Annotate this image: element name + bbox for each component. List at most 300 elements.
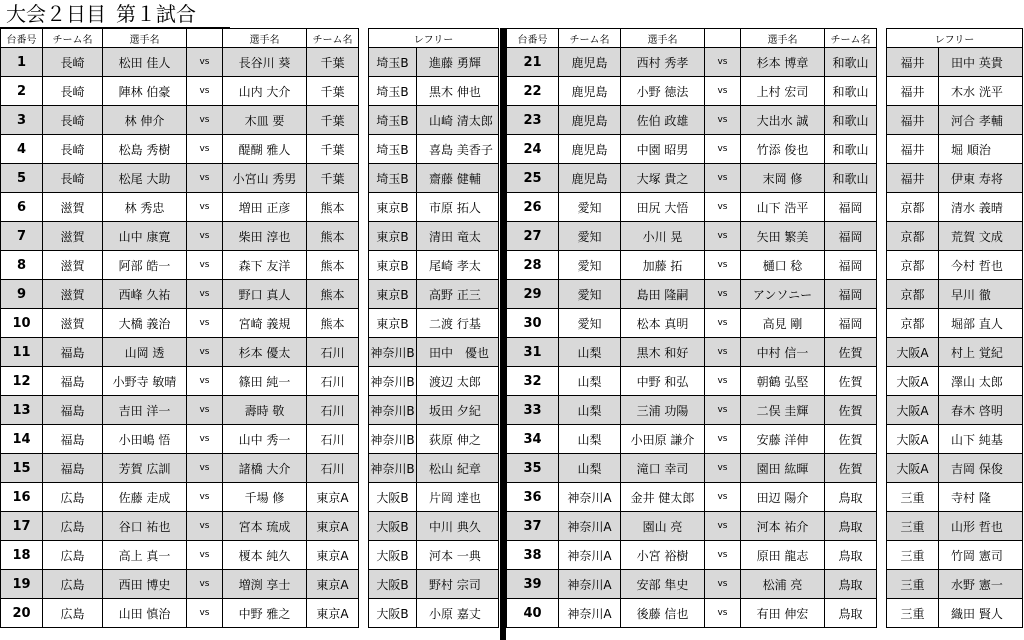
table-row: [1, 338, 499, 367]
team-a-name: 神奈川A: [559, 512, 621, 541]
table-row: [507, 396, 1023, 425]
team-b-name: 千葉: [307, 106, 359, 135]
board-number: 36: [507, 483, 559, 512]
table-row: [507, 135, 1023, 164]
gap-cell: [359, 106, 369, 135]
player-a-name: 佐藤 走成: [103, 483, 187, 512]
team-a-name: 山梨: [559, 367, 621, 396]
referee-pref: 神奈川B: [369, 338, 417, 367]
team-b-name: 佐賀: [825, 367, 877, 396]
board-number: 37: [507, 512, 559, 541]
player-a-name: 陣林 伯豪: [103, 77, 187, 106]
vs-label: vs: [187, 251, 223, 280]
player-a-name: 松尾 大助: [103, 164, 187, 193]
vs-label: vs: [705, 193, 741, 222]
header-team-b: チーム名: [825, 29, 877, 48]
player-a-name: 大橋 義治: [103, 309, 187, 338]
gap-cell: [359, 77, 369, 106]
team-a-name: 愛知: [559, 251, 621, 280]
gap-cell: [877, 77, 887, 106]
referee-name: 村上 覚紀: [939, 338, 1023, 367]
player-a-name: 小野寺 敏晴: [103, 367, 187, 396]
right-header-row: [507, 29, 1023, 48]
board-number: 13: [1, 396, 43, 425]
team-b-name: 千葉: [307, 164, 359, 193]
vs-label: vs: [705, 309, 741, 338]
table-row: [507, 251, 1023, 280]
table-row: [1, 309, 499, 338]
vs-label: vs: [187, 164, 223, 193]
team-b-name: 東京A: [307, 483, 359, 512]
table-row: [1, 222, 499, 251]
player-a-name: 小宮 裕樹: [621, 541, 705, 570]
referee-pref: 福井: [887, 106, 939, 135]
referee-pref: 京都: [887, 309, 939, 338]
player-a-name: 園山 亮: [621, 512, 705, 541]
table-row: [1, 396, 499, 425]
table-row: [507, 164, 1023, 193]
team-b-name: 鳥取: [825, 483, 877, 512]
player-b-name: 壽時 敬: [223, 396, 307, 425]
player-b-name: 末岡 修: [741, 164, 825, 193]
referee-name: 春木 啓明: [939, 396, 1023, 425]
vs-label: vs: [705, 570, 741, 599]
player-b-name: 有田 伸宏: [741, 599, 825, 628]
board-number: 5: [1, 164, 43, 193]
referee-pref: 京都: [887, 222, 939, 251]
referee-pref: 埼玉B: [369, 77, 417, 106]
gap-cell: [877, 541, 887, 570]
vs-label: vs: [187, 541, 223, 570]
board-number: 15: [1, 454, 43, 483]
team-b-name: 東京A: [307, 570, 359, 599]
player-b-name: 山内 大介: [223, 77, 307, 106]
player-a-name: 大塚 貴之: [621, 164, 705, 193]
player-a-name: 黒木 和好: [621, 338, 705, 367]
referee-pref: 東京B: [369, 280, 417, 309]
table-row: [1, 48, 499, 77]
team-b-name: 福岡: [825, 222, 877, 251]
referee-name: 片岡 達也: [417, 483, 499, 512]
board-number: 30: [507, 309, 559, 338]
gap-cell: [877, 106, 887, 135]
team-a-name: 広島: [43, 512, 103, 541]
table-row: [1, 77, 499, 106]
board-number: 14: [1, 425, 43, 454]
team-b-name: 東京A: [307, 541, 359, 570]
header-board: 台番号: [1, 29, 43, 48]
referee-pref: 神奈川B: [369, 367, 417, 396]
table-row: [1, 512, 499, 541]
team-a-name: 長崎: [43, 106, 103, 135]
referee-pref: 福井: [887, 164, 939, 193]
player-b-name: 樋口 稔: [741, 251, 825, 280]
vs-label: vs: [705, 48, 741, 77]
header-gap: [877, 29, 887, 48]
referee-name: 河合 孝輔: [939, 106, 1023, 135]
gap-cell: [877, 454, 887, 483]
gap-cell: [877, 396, 887, 425]
table-row: [507, 454, 1023, 483]
vs-label: vs: [187, 193, 223, 222]
board-number: 38: [507, 541, 559, 570]
referee-pref: 神奈川B: [369, 396, 417, 425]
board-number: 25: [507, 164, 559, 193]
player-a-name: 吉田 洋一: [103, 396, 187, 425]
referee-pref: 大阪B: [369, 483, 417, 512]
team-b-name: 東京A: [307, 512, 359, 541]
left-match-table: [0, 28, 499, 628]
gap-cell: [877, 425, 887, 454]
referee-name: 喜島 美香子: [417, 135, 499, 164]
gap-cell: [877, 483, 887, 512]
referee-name: 高野 正三: [417, 280, 499, 309]
gap-cell: [877, 338, 887, 367]
vs-label: vs: [187, 396, 223, 425]
team-b-name: 千葉: [307, 135, 359, 164]
player-a-name: 三浦 功陽: [621, 396, 705, 425]
team-b-name: 千葉: [307, 48, 359, 77]
gap-cell: [877, 135, 887, 164]
player-b-name: 大出水 誠: [741, 106, 825, 135]
referee-pref: 大阪B: [369, 541, 417, 570]
player-b-name: 宮本 琉成: [223, 512, 307, 541]
referee-pref: 京都: [887, 193, 939, 222]
player-b-name: 山中 秀一: [223, 425, 307, 454]
team-b-name: 鳥取: [825, 570, 877, 599]
player-b-name: 長谷川 葵: [223, 48, 307, 77]
table-row: [1, 541, 499, 570]
team-b-name: 鳥取: [825, 599, 877, 628]
table-row: [1, 164, 499, 193]
right-table-body: [507, 48, 1023, 628]
board-number: 11: [1, 338, 43, 367]
team-a-name: 福島: [43, 396, 103, 425]
player-a-name: 山中 康寛: [103, 222, 187, 251]
board-number: 4: [1, 135, 43, 164]
referee-name: 坂田 夕紀: [417, 396, 499, 425]
player-b-name: 松浦 亮: [741, 570, 825, 599]
gap-cell: [359, 135, 369, 164]
player-b-name: アンソニー: [741, 280, 825, 309]
referee-name: 河本 一典: [417, 541, 499, 570]
player-a-name: 小田原 謙介: [621, 425, 705, 454]
team-b-name: 熊本: [307, 251, 359, 280]
team-a-name: 福島: [43, 338, 103, 367]
player-b-name: 小宮山 秀男: [223, 164, 307, 193]
referee-pref: 三重: [887, 599, 939, 628]
referee-pref: 福井: [887, 135, 939, 164]
player-b-name: 木皿 要: [223, 106, 307, 135]
table-row: [1, 106, 499, 135]
vs-label: vs: [705, 396, 741, 425]
table-row: [507, 512, 1023, 541]
player-a-name: 中園 昭男: [621, 135, 705, 164]
gap-cell: [877, 512, 887, 541]
team-a-name: 山梨: [559, 396, 621, 425]
player-a-name: 島田 隆嗣: [621, 280, 705, 309]
player-b-name: 園田 紘暉: [741, 454, 825, 483]
player-a-name: 松島 秀樹: [103, 135, 187, 164]
table-row: [507, 541, 1023, 570]
referee-pref: 京都: [887, 251, 939, 280]
referee-name: 清水 義晴: [939, 193, 1023, 222]
player-a-name: 芳賀 広訓: [103, 454, 187, 483]
referee-pref: 大阪A: [887, 367, 939, 396]
referee-name: 野村 宗司: [417, 570, 499, 599]
player-b-name: 杉本 博章: [741, 48, 825, 77]
team-a-name: 鹿児島: [559, 135, 621, 164]
table-row: [1, 483, 499, 512]
team-a-name: 愛知: [559, 309, 621, 338]
gap-cell: [877, 367, 887, 396]
vs-label: vs: [187, 338, 223, 367]
gap-cell: [877, 251, 887, 280]
referee-name: 渡辺 太郎: [417, 367, 499, 396]
vs-label: vs: [705, 222, 741, 251]
vs-label: vs: [705, 367, 741, 396]
schedule-sheet: [0, 28, 1024, 640]
vs-label: vs: [187, 454, 223, 483]
team-b-name: 石川: [307, 425, 359, 454]
vs-label: vs: [187, 599, 223, 628]
referee-name: 二渡 行基: [417, 309, 499, 338]
gap-cell: [359, 48, 369, 77]
vs-label: vs: [187, 106, 223, 135]
vs-label: vs: [705, 251, 741, 280]
gap-cell: [877, 280, 887, 309]
team-b-name: 福岡: [825, 251, 877, 280]
player-b-name: 千場 修: [223, 483, 307, 512]
vs-label: vs: [187, 309, 223, 338]
referee-name: 早川 徹: [939, 280, 1023, 309]
vs-label: vs: [705, 454, 741, 483]
player-a-name: 安部 隼史: [621, 570, 705, 599]
vs-label: vs: [705, 541, 741, 570]
header-board: 台番号: [507, 29, 559, 48]
player-b-name: 諸橋 大介: [223, 454, 307, 483]
referee-name: 荻原 伸之: [417, 425, 499, 454]
referee-name: 堀部 直人: [939, 309, 1023, 338]
board-number: 21: [507, 48, 559, 77]
vs-label: vs: [187, 135, 223, 164]
player-a-name: 田尻 大悟: [621, 193, 705, 222]
referee-pref: 東京B: [369, 251, 417, 280]
board-number: 7: [1, 222, 43, 251]
player-a-name: 西田 博史: [103, 570, 187, 599]
team-a-name: 山梨: [559, 454, 621, 483]
gap-cell: [359, 454, 369, 483]
team-a-name: 広島: [43, 570, 103, 599]
team-a-name: 鹿児島: [559, 106, 621, 135]
player-a-name: 金井 健太郎: [621, 483, 705, 512]
referee-name: 山形 哲也: [939, 512, 1023, 541]
vs-label: vs: [705, 599, 741, 628]
board-number: 9: [1, 280, 43, 309]
table-row: [507, 570, 1023, 599]
header-player-b: 選手名: [223, 29, 307, 48]
referee-name: 清田 竜太: [417, 222, 499, 251]
player-a-name: 松田 佳人: [103, 48, 187, 77]
board-number: 34: [507, 425, 559, 454]
table-row: [507, 222, 1023, 251]
player-a-name: 小野 徳法: [621, 77, 705, 106]
referee-pref: 大阪B: [369, 599, 417, 628]
team-a-name: 滋賀: [43, 309, 103, 338]
page-title: [6, 0, 196, 28]
header-player-a: 選手名: [103, 29, 187, 48]
gap-cell: [359, 164, 369, 193]
team-b-name: 佐賀: [825, 454, 877, 483]
header-referee: レフリー: [887, 29, 1023, 48]
table-row: [1, 454, 499, 483]
player-b-name: 森下 友洋: [223, 251, 307, 280]
player-b-name: 杉本 優太: [223, 338, 307, 367]
team-a-name: 愛知: [559, 222, 621, 251]
team-a-name: 神奈川A: [559, 483, 621, 512]
table-row: [507, 483, 1023, 512]
table-row: [1, 599, 499, 628]
player-b-name: 増渕 享士: [223, 570, 307, 599]
player-a-name: 松本 真明: [621, 309, 705, 338]
player-a-name: 西峰 久祐: [103, 280, 187, 309]
board-number: 40: [507, 599, 559, 628]
referee-name: 織田 賢人: [939, 599, 1023, 628]
player-a-name: 後藤 信也: [621, 599, 705, 628]
team-b-name: 和歌山: [825, 164, 877, 193]
referee-pref: 大阪B: [369, 570, 417, 599]
gap-cell: [359, 599, 369, 628]
referee-pref: 東京B: [369, 222, 417, 251]
referee-name: 木水 洸平: [939, 77, 1023, 106]
team-b-name: 石川: [307, 367, 359, 396]
title-day: 大会２日目: [6, 2, 106, 26]
vs-label: vs: [705, 280, 741, 309]
gap-cell: [359, 309, 369, 338]
player-b-name: 高見 剛: [741, 309, 825, 338]
referee-name: 中川 典久: [417, 512, 499, 541]
gap-cell: [877, 309, 887, 338]
header-team-b: チーム名: [307, 29, 359, 48]
header-gap: [359, 29, 369, 48]
gap-cell: [359, 338, 369, 367]
referee-pref: 大阪A: [887, 338, 939, 367]
team-a-name: 福島: [43, 425, 103, 454]
vs-label: vs: [187, 425, 223, 454]
team-b-name: 鳥取: [825, 541, 877, 570]
player-b-name: 竹添 俊也: [741, 135, 825, 164]
table-row: [507, 77, 1023, 106]
team-b-name: 熊本: [307, 222, 359, 251]
team-a-name: 鹿児島: [559, 77, 621, 106]
team-a-name: 鹿児島: [559, 48, 621, 77]
table-row: [507, 193, 1023, 222]
player-b-name: 中野 雅之: [223, 599, 307, 628]
gap-cell: [359, 193, 369, 222]
gap-cell: [359, 222, 369, 251]
board-number: 31: [507, 338, 559, 367]
player-a-name: 小川 晃: [621, 222, 705, 251]
left-header-row: [1, 29, 499, 48]
referee-name: 進藤 勇輝: [417, 48, 499, 77]
referee-pref: 埼玉B: [369, 164, 417, 193]
gap-cell: [359, 541, 369, 570]
team-b-name: 和歌山: [825, 135, 877, 164]
team-a-name: 長崎: [43, 77, 103, 106]
board-number: 17: [1, 512, 43, 541]
player-b-name: 上村 宏司: [741, 77, 825, 106]
referee-pref: 福井: [887, 48, 939, 77]
referee-pref: 三重: [887, 570, 939, 599]
board-number: 3: [1, 106, 43, 135]
board-number: 39: [507, 570, 559, 599]
player-a-name: 佐伯 政雄: [621, 106, 705, 135]
referee-name: 吉岡 保俊: [939, 454, 1023, 483]
table-row: [507, 309, 1023, 338]
referee-pref: 京都: [887, 280, 939, 309]
vs-label: vs: [705, 106, 741, 135]
vs-label: vs: [705, 77, 741, 106]
team-b-name: 石川: [307, 338, 359, 367]
team-a-name: 長崎: [43, 164, 103, 193]
referee-name: 尾崎 孝太: [417, 251, 499, 280]
team-a-name: 滋賀: [43, 222, 103, 251]
referee-pref: 神奈川B: [369, 454, 417, 483]
referee-pref: 東京B: [369, 193, 417, 222]
vs-label: vs: [705, 164, 741, 193]
team-b-name: 熊本: [307, 193, 359, 222]
gap-cell: [359, 425, 369, 454]
referee-pref: 大阪A: [887, 396, 939, 425]
board-number: 27: [507, 222, 559, 251]
referee-name: 竹岡 憲司: [939, 541, 1023, 570]
vs-label: vs: [705, 483, 741, 512]
table-row: [1, 425, 499, 454]
right-match-table: [506, 28, 1023, 628]
referee-pref: 三重: [887, 512, 939, 541]
referee-name: 荒賀 文成: [939, 222, 1023, 251]
table-row: [507, 106, 1023, 135]
team-b-name: 福岡: [825, 193, 877, 222]
table-row: [1, 135, 499, 164]
team-b-name: 和歌山: [825, 77, 877, 106]
team-a-name: 滋賀: [43, 251, 103, 280]
referee-name: 田中 英貴: [939, 48, 1023, 77]
header-player-a: 選手名: [621, 29, 705, 48]
vs-label: vs: [187, 483, 223, 512]
player-b-name: 柴田 淳也: [223, 222, 307, 251]
player-b-name: 宮崎 義規: [223, 309, 307, 338]
referee-name: 松山 紀章: [417, 454, 499, 483]
header-referee: レフリー: [369, 29, 499, 48]
vs-label: vs: [705, 135, 741, 164]
team-b-name: 鳥取: [825, 512, 877, 541]
gap-cell: [359, 280, 369, 309]
vs-label: vs: [705, 425, 741, 454]
referee-name: 山下 純基: [939, 425, 1023, 454]
board-number: 33: [507, 396, 559, 425]
referee-name: 山崎 清太郎: [417, 106, 499, 135]
player-b-name: 原田 龍志: [741, 541, 825, 570]
team-a-name: 広島: [43, 483, 103, 512]
player-a-name: 山田 慎治: [103, 599, 187, 628]
team-a-name: 滋賀: [43, 193, 103, 222]
gap-cell: [359, 251, 369, 280]
board-number: 22: [507, 77, 559, 106]
vs-label: vs: [187, 77, 223, 106]
player-b-name: 榎本 純久: [223, 541, 307, 570]
vs-label: vs: [187, 570, 223, 599]
